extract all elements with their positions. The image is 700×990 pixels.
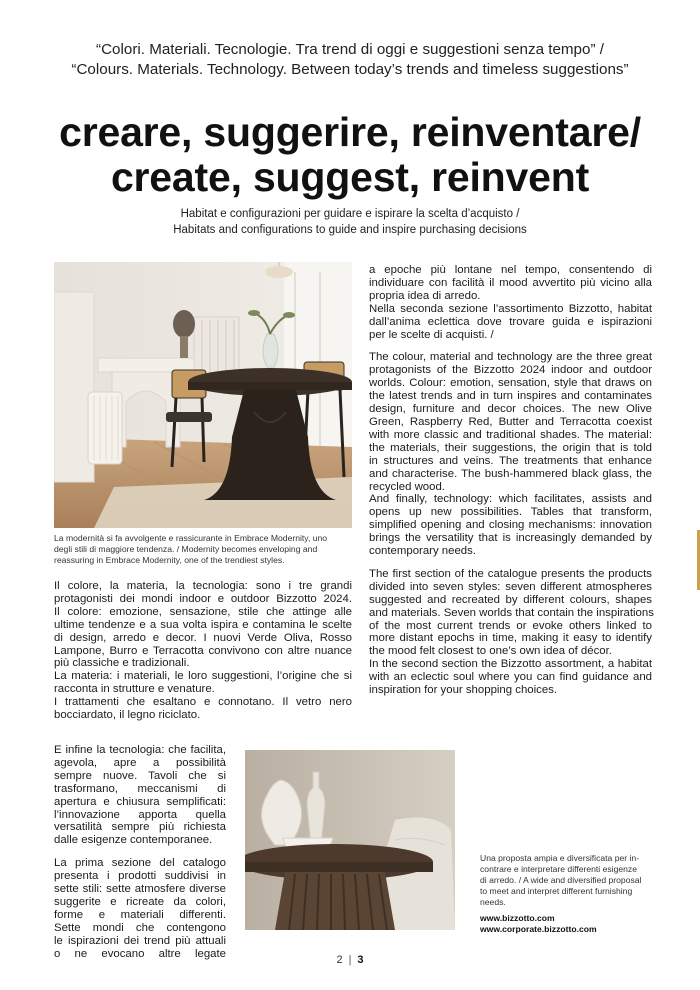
tagline-english: “Colours. Materials. Technology. Between today’s trends and timeless suggestions” — [71, 61, 629, 78]
text-line: dall’anima eclettica dove trovare guida e ispirazioni — [369, 315, 652, 328]
caption-line: Una proposta ampia e diversificata per in- — [480, 853, 640, 863]
text-line: Nella seconda sezione l’assortimento Bizzotto, habitat — [369, 302, 652, 315]
page-numbers — [0, 954, 700, 966]
text-line: the latest trends and in turn inspires and contaminates — [369, 390, 652, 403]
text-line: forme e materiali differenti. — [54, 908, 226, 921]
caption-line: contrare e interpretare differenti esigenze — [480, 864, 638, 874]
text-line: divided into seven styles: seven different atmospheres — [369, 580, 652, 593]
caption-line: reassuring in Embrace Modernity, one of the trendiest styles. — [54, 555, 285, 565]
caption-line: La modernità si fa avvolgente e rassicurante in Embrace Modernity, uno — [54, 533, 328, 543]
text-line: recycled wood. — [369, 480, 445, 493]
left-column-narrow-text — [54, 744, 226, 961]
text-line: with more classic and traditional shades. The material: — [369, 428, 652, 441]
text-line: Sette mondi che contengono — [54, 921, 226, 934]
text-line: The colour, material and technology are the three great — [369, 351, 652, 364]
text-line: più classiche e tradizionali. — [54, 657, 190, 670]
text-line: contemporary needs. — [369, 545, 477, 558]
subtitle-english: Habitats and configurations to guide and inspire purchasing decisions — [173, 224, 527, 236]
text-line: Lampone, Burro e Terracotta convivono con altre nuance — [54, 644, 352, 657]
text-line: opens up new possibilities. Tables that transform, — [369, 506, 652, 519]
text-line: a epoche più lontane nel tempo, consentendo di — [369, 264, 652, 276]
photo-caption-embrace-modernity — [54, 533, 352, 566]
text-line: ultime tendenze e a sua volta ispira e contamina le scelte — [54, 618, 352, 631]
text-line: individuare con facilità il mood avvertito più vicino alla — [369, 276, 652, 289]
caption-line: degli stili di maggiore tendenza. / Modernity becomes enveloping and — [54, 544, 318, 554]
text-line: In the second section the Bizzotto assortment, a habitat — [369, 658, 652, 671]
right-column-text — [369, 264, 652, 697]
interior-photo-embrace-modernity — [54, 262, 352, 528]
text-line: trasformano, meccanismi di — [54, 782, 226, 795]
text-line: and materials. Seven worlds that contain the inspirations — [369, 606, 654, 619]
text-line: di design, arredo e decor. I nuovi Verde Oliva, Rosso — [54, 631, 352, 644]
text-line: racconta in strutture e venature. — [54, 683, 215, 696]
website-link-bizzotto[interactable]: www.bizzotto.com — [480, 913, 555, 923]
photo-caption-furnishing-proposal — [480, 853, 660, 908]
text-line: more distant epochs in time, making it easy to identify — [369, 632, 652, 645]
text-line: suggerite e ricreate da colori, — [54, 895, 226, 908]
text-line: presenta i prodotti suddivisi in — [54, 870, 226, 883]
tabletop-photo-vases — [245, 750, 455, 930]
text-line: La materia: i materiali, le loro suggestioni, l’origine che si — [54, 670, 352, 683]
text-line: And finally, technology: which facilitates, assists and — [369, 493, 652, 506]
text-line: I trattamenti che esaltano e connotano. Il vetro nero — [54, 696, 352, 709]
text-line: protagonists of the Bizzotto 2024 indoor and outdoor — [369, 364, 652, 377]
headline-english: create, suggest, reinvent — [110, 154, 590, 200]
text-line: with an eclectic soul where you can find guidance and — [369, 671, 652, 684]
caption-line: to meet and interpret different furnishing — [480, 886, 633, 896]
text-line: The first section of the catalogue presents the products — [369, 567, 652, 580]
text-line: Il colore, la materia, la tecnologia: sono i tre grandi — [54, 580, 352, 592]
text-line: l’innovazione apporta quella — [54, 808, 226, 821]
text-line: the materials, their suggestions, the origin that is told — [369, 441, 652, 454]
text-line: propria idea di arredo. — [369, 289, 481, 302]
text-line: of the most current trends or evoke others linked to — [369, 619, 652, 632]
text-line: dalle esigenze contemporanee. — [54, 834, 213, 847]
website-links — [480, 913, 597, 935]
website-link-corporate[interactable]: www.corporate.bizzotto.com — [480, 924, 597, 934]
text-line: bocciardato, il legno riciclato. — [54, 709, 201, 722]
subtitle-italian: Habitat e configurazioni per guidare e ispirare la scelta d’acquisto / — [180, 208, 520, 220]
text-line: o ne evocano altre legate — [54, 947, 226, 960]
text-line: Green, Raspberry Red, Butter and Terracotta coexist — [369, 415, 652, 428]
text-line: simplified opening and closing mechanisms: innovation — [369, 519, 652, 532]
text-line: E infine la tecnologia: che facilita, — [54, 744, 226, 756]
tagline — [0, 40, 700, 80]
caption-line: di arredo. / A wide and diversified proposal — [480, 875, 642, 885]
page-number-left: 2 — [336, 954, 343, 966]
text-line: brings the versatility that is increasingly demanded by — [369, 532, 652, 545]
text-line: Il colore: emozione, sensazione, stile che attinge alle — [54, 605, 352, 618]
text-line: worlds. Colour: emotion, sensation, style that draws on — [369, 377, 652, 390]
text-line: and characterise. The bush-hammered black glass, the — [369, 467, 652, 480]
interior-photo-illustration — [54, 262, 352, 528]
page-number-separator: | — [348, 954, 352, 966]
text-line: the mood felt closest to one’s own idea of décor. — [369, 645, 612, 658]
page-subtitle — [0, 206, 700, 238]
text-line: design, furniture and decor choices. The new Olive — [369, 403, 652, 416]
text-line: per le scelte di acquisti. / — [369, 328, 494, 341]
page-headline — [0, 110, 700, 200]
text-line: in structures and veins. The treatments that enhance — [369, 454, 652, 467]
tagline-italian: “Colori. Materiali. Tecnologie. Tra trend di oggi e suggestioni senza tempo” / — [96, 41, 604, 58]
text-line: La prima sezione del catalogo — [54, 857, 226, 870]
page-number-right: 3 — [357, 954, 364, 966]
text-line: sempre nuove. Tavoli che si — [54, 769, 226, 782]
text-line: protagonisti dei mondi indoor e outdoor Bizzotto 2024. — [54, 592, 352, 605]
text-line: sette stili: sette atmosfere diverse — [54, 883, 226, 896]
text-line: le ispirazioni dei trend più attuali — [54, 934, 226, 947]
left-column-italian-text — [54, 580, 352, 722]
headline-italian: creare, suggerire, reinventare/ — [59, 109, 641, 155]
text-line: inspiration for your shopping choices. — [369, 684, 558, 697]
caption-line: needs. — [480, 897, 506, 907]
tabletop-photo-illustration — [245, 750, 455, 930]
text-line: suggested and recreated by different colours, shapes — [369, 593, 652, 606]
text-line: versatilità sempre più richiesta — [54, 821, 226, 834]
text-line: apertura e chiusura semplificati: — [54, 795, 226, 808]
text-line: agevola, apre a possibilità — [54, 756, 226, 769]
